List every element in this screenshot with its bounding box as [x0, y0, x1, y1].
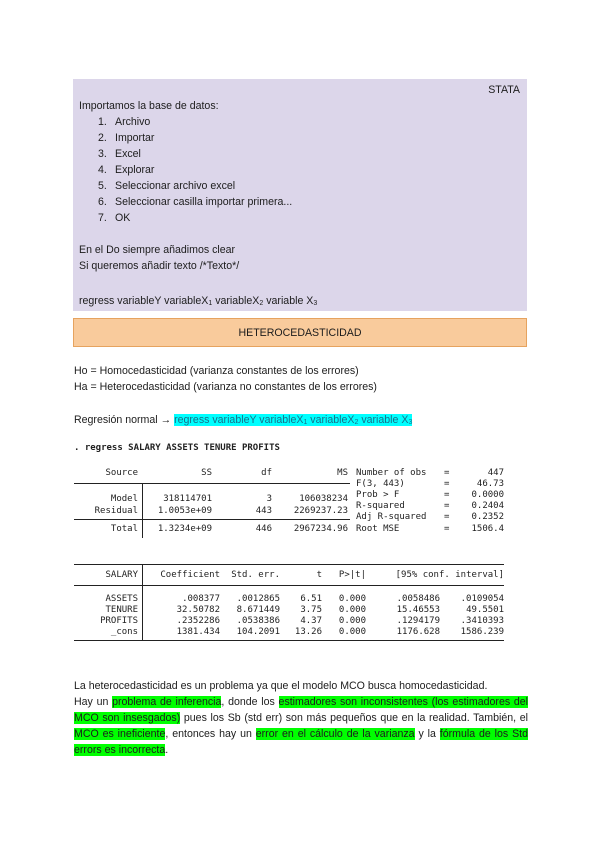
regress-highlight: regress variableY variableX$_1$ variableX$_2$ variable $X_3$	[174, 414, 413, 426]
highlight-inefficient: MCO es ineficiente	[74, 728, 166, 740]
stat-value: 447	[487, 468, 504, 478]
stata-label: STATA	[488, 84, 520, 96]
variable-name: ASSETS	[105, 594, 138, 604]
p-value-header: P>|t|	[338, 570, 366, 580]
table-row	[74, 627, 514, 638]
ms-value: 2967234.96	[293, 524, 348, 534]
paragraph-body: Hay un problema de inferencia, donde los estimadores son inconsistentes (los estimadores del MCO son insesgados) pues los Sb (std err) son más pequeños que en la realidad. También, el MCO es ineficiente, entonces hay un error en el cálculo de la varianza y la fórmula de los Std errors es incorrecta.	[74, 696, 529, 756]
variable-name: PROFITS	[100, 616, 138, 626]
stat-value: 0.2404	[471, 501, 504, 511]
table-row	[74, 494, 514, 505]
highlight-std-errors: fórmula de los Std errors es incorrecta	[74, 728, 529, 756]
stat-equals: =	[444, 479, 450, 489]
section-header	[73, 318, 527, 347]
coefficient-value: .2352286	[176, 616, 220, 626]
table-row	[74, 616, 514, 627]
stat-value: 46.73	[476, 479, 504, 489]
anova-table	[74, 468, 514, 548]
list-item: 2. Importar	[98, 132, 155, 144]
source-name: Total	[110, 524, 138, 534]
list-item: 5. Seleccionar archivo excel	[98, 180, 236, 192]
coefficient-value: .008377	[182, 594, 220, 604]
stat-label: Prob > F	[356, 490, 400, 500]
table-row	[74, 468, 514, 479]
table-rule	[74, 585, 504, 586]
stat-equals: =	[444, 501, 450, 511]
paragraph-line-1: La heterocedasticidad es un problema ya que el modelo MCO busca homocedasticidad.	[74, 680, 488, 692]
df-value: 3	[266, 494, 272, 504]
df-value: 443	[255, 506, 272, 516]
stat-equals: =	[444, 524, 450, 534]
coefficient-value: 32.50782	[176, 605, 220, 615]
table-rule	[74, 519, 350, 520]
std-err-value: 8.671449	[236, 605, 280, 615]
highlight-variance-error: error en el cálculo de la varianza	[255, 728, 415, 740]
stata-instructions-box	[73, 79, 527, 311]
section-title: HETEROCEDASTICIDAD	[238, 326, 362, 339]
df-value: 446	[255, 524, 272, 534]
stata-command: . regress SALARY ASSETS TENURE PROFITS	[74, 443, 280, 453]
list-item: 1. Archivo	[98, 116, 151, 128]
variable-name: TENURE	[105, 605, 138, 615]
std-err-value: .0538386	[236, 616, 280, 626]
table-row	[74, 594, 514, 605]
ss-value: 1.3234e+09	[157, 524, 212, 534]
coefficient-table	[74, 568, 514, 648]
coefficient-value: 1381.434	[176, 627, 220, 637]
stat-label: Adj R-squared	[356, 512, 427, 522]
highlight-inference: problema de inferencia	[112, 696, 222, 708]
conf-interval-header: [95% conf. interval]	[395, 570, 504, 580]
stat-label: Number of obs	[356, 468, 427, 478]
do-note-clear: En el Do siempre añadimos clear	[79, 244, 236, 256]
source-name: Model	[110, 494, 138, 504]
source-name: Residual	[94, 506, 138, 516]
t-value: 13.26	[294, 627, 322, 637]
std-err-value: .0012865	[236, 594, 280, 604]
explanation-paragraph	[74, 678, 528, 758]
ci-lower: 1176.628	[396, 627, 440, 637]
table-row	[74, 524, 514, 535]
table-row	[74, 506, 514, 517]
stat-equals: =	[444, 468, 450, 478]
table-rule	[74, 483, 350, 484]
do-note-comment: Si queremos añadir texto /*Texto*/	[79, 260, 240, 272]
df-header: df	[261, 468, 272, 478]
ci-upper: .0109054	[460, 594, 504, 604]
stat-value: 1506.4	[471, 524, 504, 534]
highlight-estimators: estimadores son inconsistentes (los estimadores del MCO son insesgados)	[74, 696, 528, 724]
ci-lower: .0058486	[396, 594, 440, 604]
std-err-value: 104.2091	[236, 627, 280, 637]
coefficient-header: Coefficient	[160, 570, 220, 580]
list-item: 3. Excel	[98, 148, 141, 160]
ms-value: 2269237.23	[293, 506, 348, 516]
std-err-header: Std. err.	[231, 570, 280, 580]
variable-name: _cons	[110, 627, 138, 637]
list-item: 6. Seleccionar casilla importar primera...	[98, 196, 293, 208]
table-row	[74, 605, 514, 616]
ci-lower: 15.46553	[396, 605, 440, 615]
regress-template: regress variableY variableX$_1$ variableX$_2$ variable $X_3$	[79, 295, 318, 307]
t-value: 6.51	[300, 594, 322, 604]
table-row	[74, 479, 514, 490]
stat-label: R-squared	[356, 501, 405, 511]
ss-value: 318114701	[163, 494, 212, 504]
ms-value: 106038234	[299, 494, 348, 504]
p-value: 0.000	[338, 627, 366, 637]
t-value: 3.75	[300, 605, 322, 615]
ci-upper: 1586.239	[460, 627, 504, 637]
p-value: 0.000	[338, 594, 366, 604]
t-value: 4.37	[300, 616, 322, 626]
ss-value: 1.0053e+09	[157, 506, 212, 516]
import-intro: Importamos la base de datos:	[79, 100, 219, 112]
import-steps-list	[79, 114, 521, 226]
ss-header: SS	[201, 468, 212, 478]
dependent-var-header: SALARY	[105, 570, 138, 580]
source-header: Source	[105, 468, 138, 478]
hypotheses	[74, 363, 377, 395]
ms-header: MS	[337, 468, 348, 478]
alt-hypothesis: Ha = Heterocedasticidad (varianza no constantes de los errores)	[74, 381, 377, 393]
stat-value: 0.2352	[471, 512, 504, 522]
table-row	[74, 570, 514, 581]
table-rule	[74, 564, 504, 565]
null-hypothesis: Ho = Homocedasticidad (varianza constantes de los errores)	[74, 365, 359, 377]
list-item: 4. Explorar	[98, 164, 155, 176]
stat-label: Root MSE	[356, 524, 400, 534]
ci-lower: .1294179	[396, 616, 440, 626]
table-rule	[74, 640, 504, 641]
regression-line: Regresión normal → regress variableY variableX$_1$ variableX$_2$ variable $X_3$	[74, 414, 413, 426]
stat-label: F(3, 443)	[356, 479, 405, 489]
ci-upper: 49.5501	[466, 605, 504, 615]
list-item: 7. OK	[98, 212, 131, 224]
t-header: t	[316, 570, 322, 580]
stat-equals: =	[444, 512, 450, 522]
stat-value: 0.0000	[471, 490, 504, 500]
p-value: 0.000	[338, 605, 366, 615]
ci-upper: .3410393	[460, 616, 504, 626]
stat-equals: =	[444, 490, 450, 500]
p-value: 0.000	[338, 616, 366, 626]
